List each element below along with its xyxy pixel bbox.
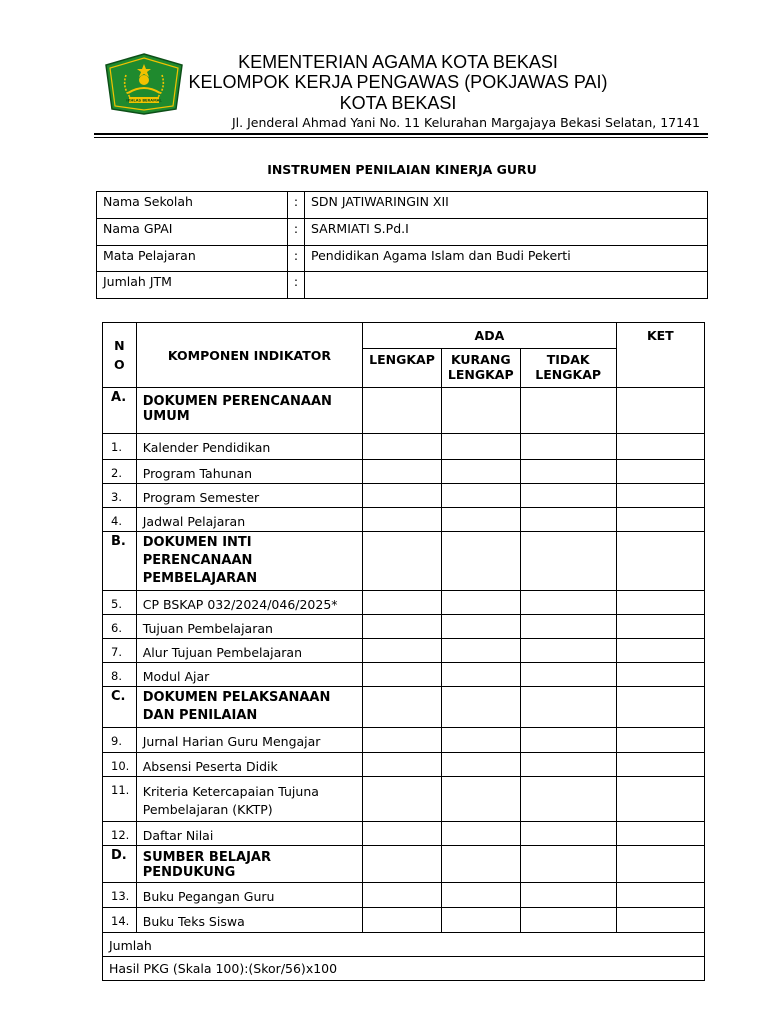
indicator-label: Kalender Pendidikan xyxy=(136,434,362,460)
total-row xyxy=(103,933,705,957)
indicator-label: Daftar Nilai xyxy=(136,822,362,846)
lengkap-cell xyxy=(363,532,442,591)
result-label: Hasil PKG (Skala 100):(Skor/56)x100 xyxy=(103,957,705,981)
ket-cell xyxy=(616,822,704,846)
column-header-indicator: KOMPONEN INDIKATOR xyxy=(136,323,362,388)
document-title: INSTRUMEN PENILAIAN KINERJA GURU xyxy=(267,162,537,177)
kurang-lengkap-cell xyxy=(441,687,520,728)
ket-cell xyxy=(616,639,704,663)
header-line-1: KEMENTERIAN AGAMA KOTA BEKASI xyxy=(238,52,558,72)
ket-cell xyxy=(616,777,704,822)
row-number: 14. xyxy=(103,908,137,933)
identity-value xyxy=(305,272,708,299)
tidak-lengkap-cell xyxy=(520,434,616,460)
kurang-lengkap-cell xyxy=(441,434,520,460)
ket-cell xyxy=(616,908,704,933)
tidak-lengkap-cell xyxy=(520,388,616,434)
kurang-lengkap-cell xyxy=(441,591,520,615)
indicator-label: Tujuan Pembelajaran xyxy=(136,615,362,639)
section-title: DOKUMEN PERENCANAAN UMUM xyxy=(136,388,362,434)
table-row xyxy=(103,615,705,639)
indicator-label: CP BSKAP 032/2024/046/2025* xyxy=(136,591,362,615)
tidak-lengkap-cell xyxy=(520,460,616,484)
identity-separator: : xyxy=(288,218,305,245)
kurang-lengkap-cell xyxy=(441,908,520,933)
indicator-label: Program Tahunan xyxy=(136,460,362,484)
indicator-label: Kriteria Ketercapaian Tujuna Pembelajaran (KKTP) xyxy=(136,777,362,822)
column-header-kurang-lengkap: KURANG LENGKAP xyxy=(441,349,520,388)
result-row xyxy=(103,957,705,981)
identity-value: Pendidikan Agama Islam dan Budi Pekerti xyxy=(305,245,708,272)
kurang-lengkap-cell xyxy=(441,663,520,687)
row-number: 9. xyxy=(103,728,137,753)
table-row xyxy=(103,639,705,663)
kurang-lengkap-cell xyxy=(441,777,520,822)
ket-cell xyxy=(616,591,704,615)
ket-cell xyxy=(616,484,704,508)
table-row xyxy=(103,822,705,846)
tidak-lengkap-cell xyxy=(520,846,616,883)
lengkap-cell xyxy=(363,753,442,777)
table-row xyxy=(103,591,705,615)
kurang-lengkap-cell xyxy=(441,728,520,753)
column-header-lengkap: LENGKAP xyxy=(363,349,442,388)
indicator-label: Modul Ajar xyxy=(136,663,362,687)
ket-cell xyxy=(616,883,704,908)
header-divider-thin xyxy=(94,137,708,138)
row-number: 11. xyxy=(103,777,137,822)
indicator-label: Alur Tujuan Pembelajaran xyxy=(136,639,362,663)
lengkap-cell xyxy=(363,591,442,615)
row-number: 8. xyxy=(103,663,137,687)
lengkap-cell xyxy=(363,883,442,908)
kurang-lengkap-cell xyxy=(441,484,520,508)
lengkap-cell xyxy=(363,846,442,883)
ket-cell xyxy=(616,615,704,639)
kurang-lengkap-cell xyxy=(441,846,520,883)
column-header-ket: KET xyxy=(616,323,704,388)
tidak-lengkap-cell xyxy=(520,532,616,591)
kurang-lengkap-cell xyxy=(441,639,520,663)
table-row xyxy=(103,753,705,777)
row-number: 4. xyxy=(103,508,137,532)
table-row xyxy=(103,728,705,753)
section-number: A. xyxy=(103,388,137,434)
table-row xyxy=(103,434,705,460)
header-address: Jl. Jenderal Ahmad Yani No. 11 Kelurahan Margajaya Bekasi Selatan, 17141 xyxy=(232,115,700,130)
lengkap-cell xyxy=(363,388,442,434)
identity-label: Mata Pelajaran xyxy=(97,245,288,272)
kurang-lengkap-cell xyxy=(441,883,520,908)
identity-label: Jumlah JTM xyxy=(97,272,288,299)
row-number: 2. xyxy=(103,460,137,484)
tidak-lengkap-cell xyxy=(520,663,616,687)
tidak-lengkap-cell xyxy=(520,753,616,777)
section-row xyxy=(103,532,705,591)
indicator-label: Jurnal Harian Guru Mengajar xyxy=(136,728,362,753)
tidak-lengkap-cell xyxy=(520,908,616,933)
kurang-lengkap-cell xyxy=(441,822,520,846)
header-row xyxy=(103,323,705,349)
tidak-lengkap-cell xyxy=(520,822,616,846)
tidak-lengkap-cell xyxy=(520,639,616,663)
section-number: C. xyxy=(103,687,137,728)
identity-separator: : xyxy=(288,192,305,219)
row-number: 1. xyxy=(103,434,137,460)
lengkap-cell xyxy=(363,484,442,508)
identity-table xyxy=(96,191,708,299)
kurang-lengkap-cell xyxy=(441,615,520,639)
lengkap-cell xyxy=(363,639,442,663)
assessment-table xyxy=(102,322,705,981)
lengkap-cell xyxy=(363,508,442,532)
tidak-lengkap-cell xyxy=(520,508,616,532)
header-line-2: KELOMPOK KERJA PENGAWAS (POKJAWAS PAI) xyxy=(188,72,608,92)
section-row xyxy=(103,846,705,883)
ket-cell xyxy=(616,663,704,687)
lengkap-cell xyxy=(363,460,442,484)
ket-cell xyxy=(616,508,704,532)
column-header-tidak-lengkap: TIDAK LENGKAP xyxy=(520,349,616,388)
tidak-lengkap-cell xyxy=(520,687,616,728)
tidak-lengkap-cell xyxy=(520,591,616,615)
row-number: 7. xyxy=(103,639,137,663)
row-number: 10. xyxy=(103,753,137,777)
identity-value: SDN JATIWARINGIN XII xyxy=(305,192,708,219)
table-row xyxy=(103,883,705,908)
identity-row xyxy=(97,218,708,245)
row-number: 3. xyxy=(103,484,137,508)
column-header-no: N O xyxy=(103,323,137,388)
section-row xyxy=(103,687,705,728)
section-number: D. xyxy=(103,846,137,883)
total-label: Jumlah xyxy=(103,933,705,957)
kurang-lengkap-cell xyxy=(441,388,520,434)
tidak-lengkap-cell xyxy=(520,484,616,508)
ket-cell xyxy=(616,388,704,434)
tidak-lengkap-cell xyxy=(520,728,616,753)
table-row xyxy=(103,460,705,484)
identity-row xyxy=(97,245,708,272)
indicator-label: Absensi Peserta Didik xyxy=(136,753,362,777)
column-header-ada: ADA xyxy=(363,323,617,349)
lengkap-cell xyxy=(363,822,442,846)
indicator-label: Program Semester xyxy=(136,484,362,508)
kurang-lengkap-cell xyxy=(441,532,520,591)
indicator-label: Buku Pegangan Guru xyxy=(136,883,362,908)
section-number: B. xyxy=(103,532,137,591)
row-number: 12. xyxy=(103,822,137,846)
table-row xyxy=(103,484,705,508)
identity-value: SARMIATI S.Pd.I xyxy=(305,218,708,245)
row-number: 5. xyxy=(103,591,137,615)
table-row xyxy=(103,663,705,687)
lengkap-cell xyxy=(363,434,442,460)
tidak-lengkap-cell xyxy=(520,615,616,639)
ket-cell xyxy=(616,687,704,728)
table-row xyxy=(103,777,705,822)
kurang-lengkap-cell xyxy=(441,460,520,484)
section-row xyxy=(103,388,705,434)
section-title: DOKUMEN PELAKSANAAN DAN PENILAIAN xyxy=(136,687,362,728)
table-row xyxy=(103,508,705,532)
identity-separator: : xyxy=(288,272,305,299)
lengkap-cell xyxy=(363,777,442,822)
logo-text: IKHLAS BERAMAL xyxy=(126,98,162,103)
identity-label: Nama GPAI xyxy=(97,218,288,245)
identity-row xyxy=(97,192,708,219)
row-number: 6. xyxy=(103,615,137,639)
identity-row xyxy=(97,272,708,299)
ket-cell xyxy=(616,532,704,591)
row-number: 13. xyxy=(103,883,137,908)
lengkap-cell xyxy=(363,663,442,687)
ket-cell xyxy=(616,460,704,484)
identity-separator: : xyxy=(288,245,305,272)
tidak-lengkap-cell xyxy=(520,883,616,908)
table-row xyxy=(103,908,705,933)
section-title: DOKUMEN INTI PERENCANAAN PEMBELAJARAN xyxy=(136,532,362,591)
ket-cell xyxy=(616,728,704,753)
header-divider xyxy=(94,133,708,135)
header-line-3: KOTA BEKASI xyxy=(339,93,457,113)
lengkap-cell xyxy=(363,728,442,753)
lengkap-cell xyxy=(363,615,442,639)
indicator-label: Jadwal Pelajaran xyxy=(136,508,362,532)
indicator-label: Buku Teks Siswa xyxy=(136,908,362,933)
lengkap-cell xyxy=(363,687,442,728)
tidak-lengkap-cell xyxy=(520,777,616,822)
section-title: SUMBER BELAJAR PENDUKUNG xyxy=(136,846,362,883)
ket-cell xyxy=(616,846,704,883)
kurang-lengkap-cell xyxy=(441,753,520,777)
lengkap-cell xyxy=(363,908,442,933)
kurang-lengkap-cell xyxy=(441,508,520,532)
ket-cell xyxy=(616,753,704,777)
identity-label: Nama Sekolah xyxy=(97,192,288,219)
ket-cell xyxy=(616,434,704,460)
